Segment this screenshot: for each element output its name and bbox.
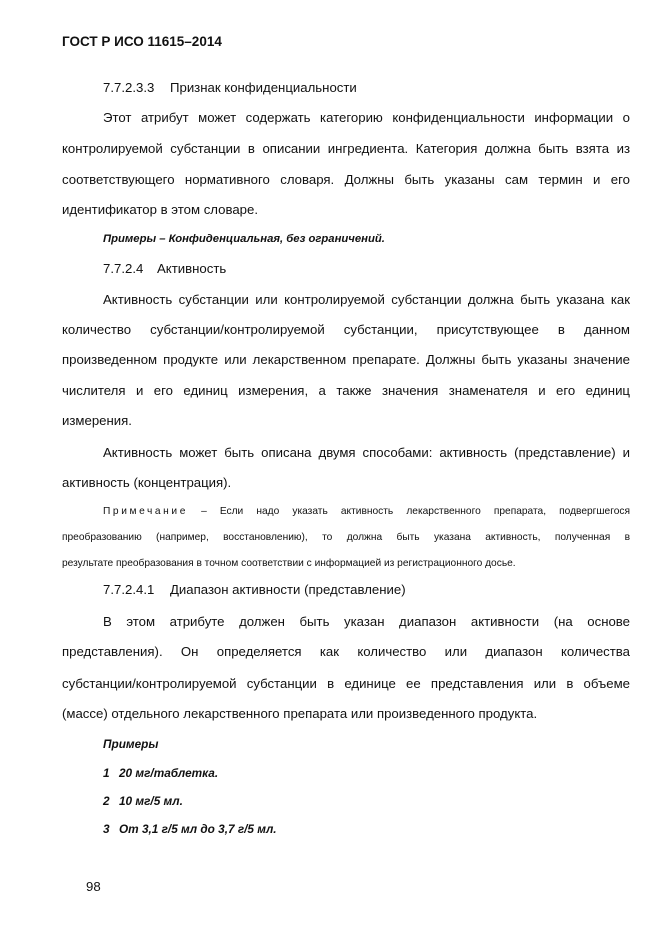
page-number: 98 <box>86 879 101 894</box>
example-text: Примеры – Конфиденциальная, без ограничений. <box>103 233 385 245</box>
example-number: 1 <box>103 766 110 780</box>
paragraph-line: количество субстанции/контролируемой субстанции, присутствующее в данном <box>62 322 630 337</box>
example-text: 20 мг/таблетка. <box>119 766 219 780</box>
section-title: Активность <box>157 261 227 276</box>
paragraph-line: Активность субстанции или контролируемой субстанции должна быть указана как <box>103 292 630 307</box>
section-number: 7.7.2.4.1 <box>103 582 155 597</box>
paragraph-line: измерения. <box>62 413 132 428</box>
paragraph-line: идентификатор в этом словаре. <box>62 202 258 217</box>
paragraph-line: представления). Он определяется как количество или диапазон количества <box>62 644 630 659</box>
paragraph-line: Активность может быть описана двумя способами: активность (представление) и <box>103 445 630 460</box>
paragraph-line: соответствующего нормативного словаря. Должны быть указаны сам термин и его <box>62 172 630 187</box>
section-number: 7.7.2.3.3 <box>103 80 155 95</box>
section-title: Диапазон активности (представление) <box>170 582 406 597</box>
section-heading-confidentiality <box>103 80 630 96</box>
note-line <box>103 505 630 518</box>
section-heading-activity-range <box>103 582 630 598</box>
paragraph-line: контролируемой субстанции в описании ингредиента. Категория должна быть взята из <box>62 141 630 156</box>
paragraph-line: активность (концентрация). <box>62 475 232 490</box>
document-header: ГОСТ Р ИСО 11615–2014 <box>62 34 222 49</box>
paragraph-line: В этом атрибуте должен быть указан диапазон активности (на основе <box>103 614 630 629</box>
section-number: 7.7.2.4 <box>103 261 144 276</box>
note-line: результате преобразования в точном соответствии с информацией из регистрационного досье. <box>62 558 516 569</box>
note-label: Примечание <box>103 506 188 517</box>
section-heading-activity <box>103 261 630 277</box>
note-text: – Если надо указать активность лекарственного препарата, подвергшегося <box>201 506 630 517</box>
example-item <box>103 765 630 781</box>
example-text: 10 мг/5 мл. <box>119 794 183 808</box>
example-item <box>103 793 630 809</box>
examples-title: Примеры <box>103 737 159 751</box>
paragraph-line: числителя и его единиц измерения, а также значения знаменателя и его единиц <box>62 383 630 398</box>
example-number: 2 <box>103 794 110 808</box>
example-text: От 3,1 г/5 мл до 3,7 г/5 мл. <box>119 822 277 836</box>
paragraph-line: субстанции/контролируемой субстанции в единице ее представления или в объеме <box>62 676 630 691</box>
paragraph-line: произведенном продукте или лекарственном препарате. Должны быть указаны значение <box>62 352 630 367</box>
example-item <box>103 821 630 837</box>
note-line: преобразованию (например, восстановлению), то должна быть указана активность, полученная в <box>62 532 630 543</box>
example-number: 3 <box>103 822 110 836</box>
paragraph-line: (массе) отдельного лекарственного препарата или произведенного продукта. <box>62 706 538 721</box>
paragraph-line: Этот атрибут может содержать категорию конфиденциальности информации о <box>103 110 630 125</box>
section-title: Признак конфиденциальности <box>170 80 357 95</box>
